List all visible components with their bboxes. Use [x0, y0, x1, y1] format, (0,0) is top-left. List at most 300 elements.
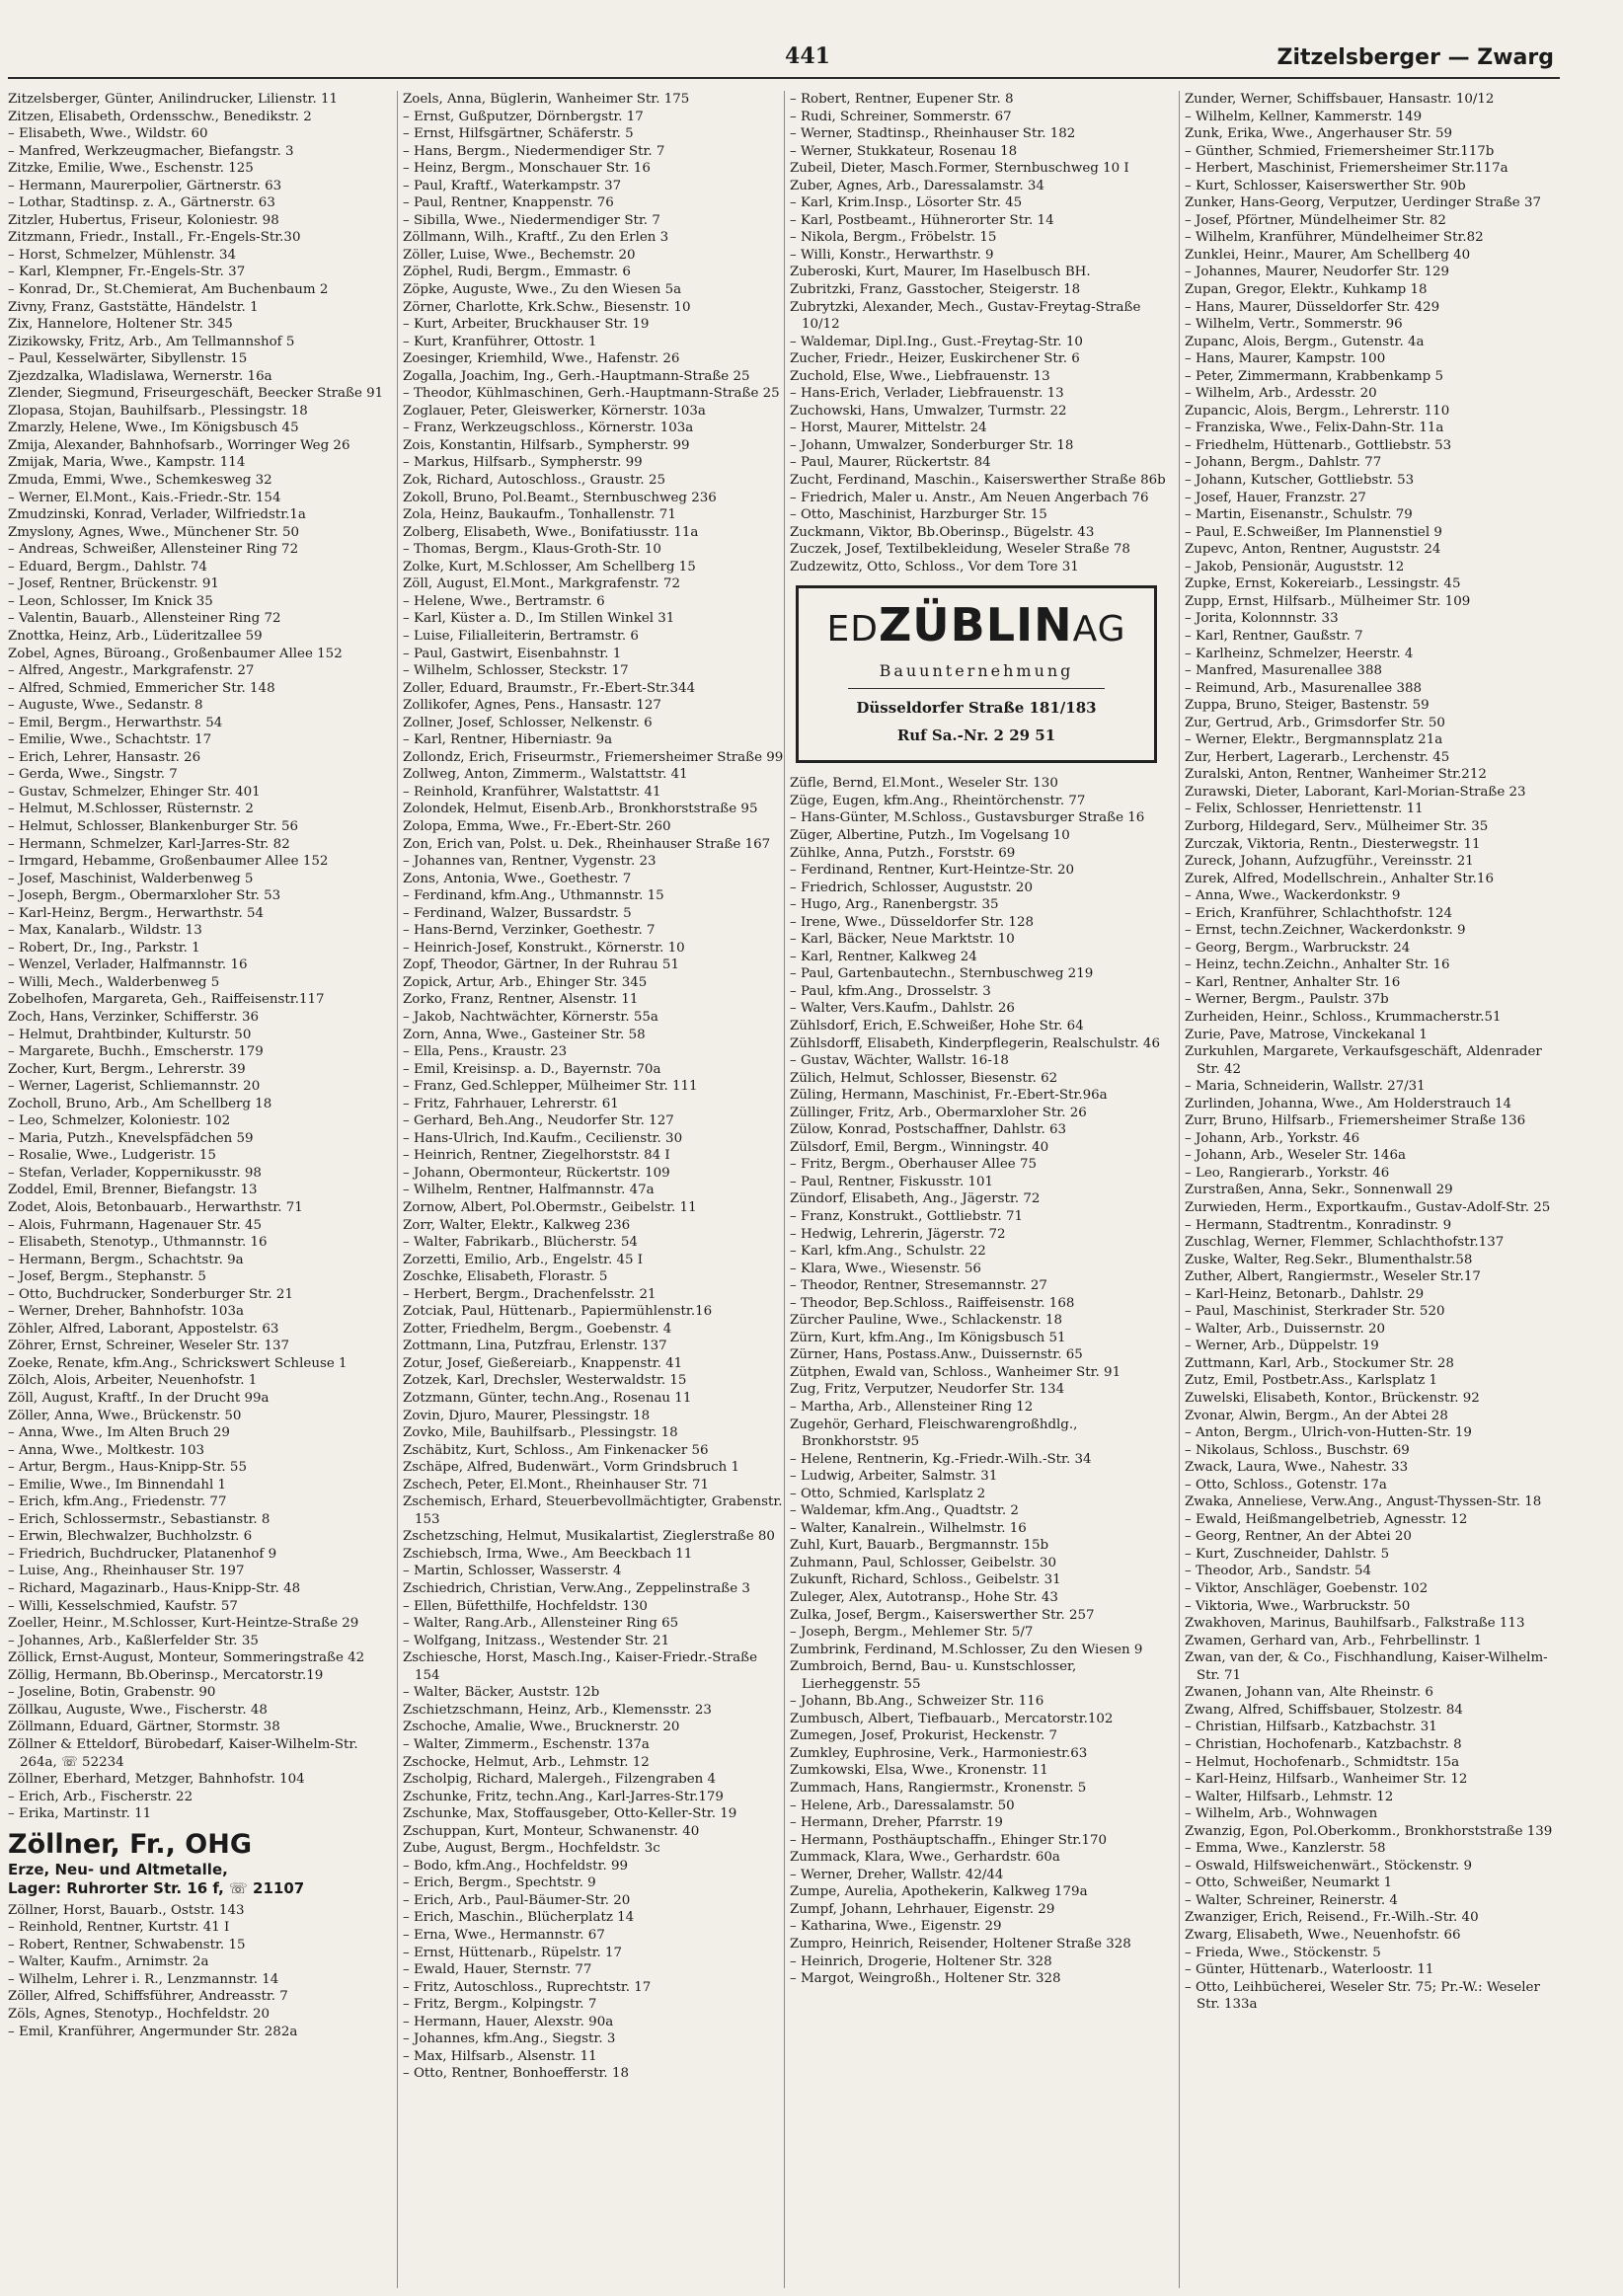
directory-entry: – Paul, kfm.Ang., Drosselstr. 3	[790, 983, 991, 999]
directory-entry: Zolke, Kurt, M.Schlosser, Am Schellberg 15	[403, 559, 696, 574]
ad-firm-name: Zöllner, Fr., OHG	[8, 1828, 252, 1860]
directory-entry: Zupan, Gregor, Elektr., Kuhkamp 18	[1185, 282, 1428, 298]
directory-entry: Zorn, Anna, Wwe., Gasteiner Str. 58	[403, 1027, 646, 1042]
directory-entry: – Johann, Arb., Yorkstr. 46	[1185, 1130, 1360, 1146]
directory-entry: Zschiebsch, Irma, Wwe., Am Beeckbach 11	[403, 1546, 693, 1562]
directory-entry: – Otto, Schweißer, Neumarkt 1	[1185, 1875, 1393, 1891]
directory-entry: Zotzek, Karl, Drechsler, Westerwaldstr. 15	[403, 1373, 687, 1389]
directory-entry: Zummach, Hans, Rangiermstr., Kronenstr. 5	[790, 1781, 1087, 1797]
directory-entry: Zöllner & Etteldorf, Bürobedarf, Kaiser-Wilhelm-Str. 264a, ☏ 52234	[8, 1736, 358, 1770]
directory-entry: – Elisabeth, Wwe., Wildstr. 60	[8, 126, 208, 142]
directory-entry: Zöllner, Horst, Bauarb., Oststr. 143	[8, 1902, 245, 1918]
directory-entry: – Werner, Dreher, Wallstr. 42/44	[790, 1867, 1004, 1882]
directory-entry: – Anton, Bergm., Ulrich-von-Hutten-Str. 19	[1185, 1425, 1472, 1441]
directory-entry: Zolondek, Helmut, Eisenb.Arb., Bronkhorststraße 95	[403, 802, 758, 817]
directory-entry: Zocher, Kurt, Bergm., Lehrerstr. 39	[8, 1061, 246, 1077]
directory-entry: Zütphen, Ewald van, Schloss., Wanheimer Str. 91	[790, 1364, 1121, 1380]
directory-entry: – Karl, kfm.Ang., Schulstr. 22	[790, 1244, 986, 1260]
directory-entry: Zutz, Emil, Postbetr.Ass., Karlsplatz 1	[1185, 1373, 1438, 1389]
directory-entry: Zwanzig, Egon, Pol.Oberkomm., Bronkhorststraße 139	[1185, 1823, 1553, 1839]
zueblin-advertisement	[796, 585, 1157, 763]
directory-entry: – Paul, Rentner, Knappenstr. 76	[403, 195, 614, 211]
directory-entry: – Hans, Maurer, Kampstr. 100	[1185, 351, 1386, 367]
directory-entry: – Wilhelm, Vertr., Sommerstr. 96	[1185, 317, 1403, 333]
directory-entry: – Johann, Bergm., Dahlstr. 77	[1185, 455, 1382, 471]
directory-entry: – Karl, Krim.Insp., Lösorter Str. 45	[790, 195, 1023, 211]
directory-entry: – Christian, Hochofenarb., Katzbachstr. 8	[1185, 1736, 1462, 1752]
directory-entry: – Hermann, Dreher, Pfarrstr. 19	[790, 1815, 1003, 1831]
directory-entry: – Ella, Pens., Kraustr. 23	[403, 1044, 568, 1060]
directory-entry: – Karl, Rentner, Gaußstr. 7	[1185, 628, 1363, 644]
directory-entry: – Heinrich, Rentner, Ziegelhorststr. 84 I	[403, 1148, 670, 1164]
column-3	[790, 91, 1171, 2288]
directory-entry: Zizikowsky, Fritz, Arb., Am Tellmannshof 5	[8, 334, 295, 349]
directory-entry: Zunk, Erika, Wwe., Angerhauser Str. 59	[1185, 126, 1453, 142]
directory-entry: – Horst, Maurer, Mittelstr. 24	[790, 421, 987, 436]
directory-entry: Zühlsdorff, Elisabeth, Kinderpflegerin, Realschulstr. 46	[790, 1035, 1160, 1051]
directory-entry: – Leon, Schlosser, Im Knick 35	[8, 593, 213, 609]
directory-entry: Zuberoski, Kurt, Maurer, Im Haselbusch BH.	[790, 265, 1091, 280]
directory-entry: Zurstraßen, Anna, Sekr., Sonnenwall 29	[1185, 1183, 1453, 1198]
page-number: 441	[785, 43, 830, 69]
directory-entry: Zöhrer, Ernst, Schreiner, Weseler Str. 137	[8, 1339, 290, 1354]
directory-entry: Zoller, Eduard, Braumstr., Fr.-Ebert-Str.344	[403, 680, 696, 696]
directory-entry: – Gerda, Wwe., Singstr. 7	[8, 767, 178, 783]
directory-entry: – Reinhold, Kranführer, Walstattstr. 41	[403, 784, 661, 800]
directory-entry: – Rudi, Schreiner, Sommerstr. 67	[790, 109, 1012, 124]
directory-entry: – Hans-Bernd, Verzinker, Goethestr. 7	[403, 923, 656, 939]
directory-entry: Zopf, Theodor, Gärtner, In der Ruhrau 51	[403, 957, 679, 973]
directory-entry: Zurek, Alfred, Modellschrein., Anhalter Str.16	[1185, 871, 1494, 886]
directory-entry: – Willi, Konstr., Herwarthstr. 9	[790, 247, 994, 263]
directory-entry: Zlopasa, Stojan, Bauhilfsarb., Plessingstr. 18	[8, 403, 308, 419]
directory-entry: – Joseline, Botin, Grabenstr. 90	[8, 1685, 216, 1701]
entry-list	[8, 91, 389, 1823]
directory-entry: Zoeller, Heinr., M.Schlosser, Kurt-Heintze-Straße 29	[8, 1616, 359, 1632]
directory-entry: Zühlsdorf, Erich, E.Schweißer, Hohe Str. 64	[790, 1018, 1084, 1033]
directory-entry: – Paul, E.Schweißer, Im Plannenstiel 9	[1185, 524, 1442, 540]
directory-entry: Zoels, Anna, Büglerin, Wanheimer Str. 175	[403, 92, 690, 107]
directory-entry: – Emil, Bergm., Herwarthstr. 54	[8, 715, 223, 730]
directory-entry: – Helene, Arb., Daressalamstr. 50	[790, 1798, 1015, 1813]
directory-entry: – Hans-Erich, Verlader, Liebfrauenstr. 13	[790, 386, 1064, 402]
directory-entry: – Werner, El.Mont., Kais.-Friedr.-Str. 154	[8, 490, 281, 505]
directory-entry: – Karl-Heinz, Betonarb., Dahlstr. 29	[1185, 1286, 1425, 1302]
directory-entry: – Erna, Wwe., Hermannstr. 67	[403, 1927, 605, 1943]
directory-entry: Zukunft, Richard, Schloss., Geibelstr. 31	[790, 1572, 1061, 1588]
directory-entry: Zumbrink, Ferdinand, M.Schlosser, Zu den Wiesen 9	[790, 1642, 1143, 1657]
directory-entry: – Viktor, Anschläger, Goebenstr. 102	[1185, 1581, 1429, 1597]
directory-entry: – Alfred, Schmied, Emmericher Str. 148	[8, 680, 275, 696]
directory-entry: Zorzetti, Emilio, Arb., Engelstr. 45 I	[403, 1252, 644, 1267]
directory-entry: – Artur, Bergm., Haus-Knipp-Str. 55	[8, 1460, 247, 1476]
directory-entry: Zschäpe, Alfred, Budenwärt., Vorm Grindsbruch 1	[403, 1460, 739, 1476]
directory-entry: – Viktoria, Wwe., Warbruckstr. 50	[1185, 1598, 1411, 1614]
directory-entry: – Frieda, Wwe., Stöckenstr. 5	[1185, 1945, 1381, 1960]
directory-entry: – Kurt, Arbeiter, Bruckhauser Str. 19	[403, 317, 650, 333]
directory-entry: – Franz, Konstrukt., Gottliebstr. 71	[790, 1208, 1024, 1224]
directory-entry: – Karlheinz, Schmelzer, Heerstr. 4	[1185, 646, 1414, 661]
directory-entry: Zucht, Ferdinand, Maschin., Kaiserswerther Straße 86b	[790, 473, 1166, 489]
directory-entry: – Leo, Schmelzer, Koloniestr. 102	[8, 1113, 231, 1129]
directory-entry: – Ferdinand, kfm.Ang., Uthmannstr. 15	[403, 888, 664, 904]
directory-entry: Zois, Konstantin, Hilfsarb., Sympherstr. 99	[403, 437, 690, 453]
column-2	[403, 91, 784, 2288]
directory-entry: Zurlinden, Johanna, Wwe., Am Holderstrauch 14	[1185, 1096, 1512, 1111]
directory-entry: – Werner, Stadtinsp., Rheinhauser Str. 182	[790, 126, 1076, 142]
directory-entry: Zoglauer, Peter, Gleiswerker, Körnerstr. 103a	[403, 403, 706, 419]
directory-entry: – Ludwig, Arbeiter, Salmstr. 31	[790, 1469, 998, 1485]
directory-entry: – Wilhelm, Arb., Wohnwagen	[1185, 1806, 1378, 1822]
column-divider	[1179, 91, 1180, 2288]
directory-entry: Zubritzki, Franz, Gasstocher, Steigerstr. 18	[790, 282, 1081, 298]
directory-entry: – Walter, Hilfsarb., Lehmstr. 12	[1185, 1789, 1394, 1804]
directory-entry: Zuber, Agnes, Arb., Daressalamstr. 34	[790, 178, 1044, 193]
directory-entry: Zuleger, Alex, Autotransp., Hohe Str. 43	[790, 1590, 1058, 1606]
directory-entry: – Christian, Hilfsarb., Katzbachstr. 31	[1185, 1720, 1437, 1735]
entry-list	[403, 91, 784, 2083]
directory-entry: Zöllig, Hermann, Bb.Oberinsp., Mercatorstr.19	[8, 1667, 324, 1683]
directory-entry: Zocholl, Bruno, Arb., Am Schellberg 18	[8, 1096, 272, 1111]
directory-entry: – Werner, Bergm., Paulstr. 37b	[1185, 992, 1389, 1008]
directory-entry: – Heinz, techn.Zeichn., Anhalter Str. 16	[1185, 957, 1450, 973]
directory-entry: – Otto, Rentner, Bonhoefferstr. 18	[403, 2066, 629, 2082]
directory-entry: – Hedwig, Lehrerin, Jägerstr. 72	[790, 1226, 1006, 1242]
directory-entry: – Ewald, Hauer, Sternstr. 77	[403, 1962, 592, 1978]
directory-entry: – Luise, Filialleiterin, Bertramstr. 6	[403, 628, 639, 644]
directory-entry: – Paul, Gastwirt, Eisenbahnstr. 1	[403, 646, 622, 661]
directory-entry: Zürn, Kurt, kfm.Ang., Im Königsbusch 51	[790, 1330, 1066, 1345]
ad-subtitle: Bauunternehmung	[879, 661, 1074, 681]
directory-entry: Zöllmann, Wilh., Kraftf., Zu den Erlen 3	[403, 230, 669, 246]
directory-entry: – Paul, Kraftf., Waterkampstr. 37	[403, 178, 622, 193]
directory-entry: Zöll, August, El.Mont., Markgrafenstr. 72	[403, 576, 680, 592]
directory-entry: – Ferdinand, Rentner, Kurt-Heintze-Str. 20	[790, 863, 1075, 879]
directory-entry: Zupke, Ernst, Kokereiarb., Lessingstr. 45	[1185, 576, 1461, 592]
directory-entry: – Erich, Lehrer, Hansastr. 26	[8, 749, 201, 765]
directory-entry: – Werner, Arb., Düppelstr. 19	[1185, 1339, 1379, 1354]
directory-entry: – Peter, Zimmermann, Krabbenkamp 5	[1185, 368, 1444, 384]
directory-entry: Zurie, Pave, Matrose, Vinckekanal 1	[1185, 1027, 1428, 1042]
directory-entry: – Nikola, Bergm., Fröbelstr. 15	[790, 230, 997, 246]
directory-entry: Zwang, Alfred, Schiffsbauer, Stolzestr. 84	[1185, 1702, 1463, 1718]
directory-entry: Zovko, Mile, Bauhilfsarb., Plessingstr. 18	[403, 1425, 678, 1441]
directory-entry: – Helene, Rentnerin, Kg.-Friedr.-Wilh.-Str. 34	[790, 1451, 1092, 1467]
directory-entry: Zoschke, Elisabeth, Florastr. 5	[403, 1269, 608, 1285]
directory-entry: Züger, Albertine, Putzh., Im Vogelsang 10	[790, 827, 1070, 843]
directory-entry: Zornow, Albert, Pol.Obermstr., Geibelstr. 11	[403, 1200, 697, 1215]
directory-entry: Zotzmann, Günter, techn.Ang., Rosenau 11	[403, 1391, 692, 1407]
directory-entry: Zur, Herbert, Lagerarb., Lerchenstr. 45	[1185, 749, 1450, 765]
directory-entry: Zottmann, Lina, Putzfrau, Erlenstr. 137	[403, 1339, 667, 1354]
directory-entry: – Heinrich-Josef, Konstrukt., Körnerstr. 10	[403, 940, 685, 956]
page-header	[0, 0, 1623, 79]
directory-entry: – Otto, Leihbücherei, Weseler Str. 75; Pr.-W.: Weseler Str. 133a	[1185, 1979, 1540, 2013]
directory-entry: – Lothar, Stadtinsp. z. A., Gärtnerstr. 63	[8, 195, 275, 211]
directory-entry: – Paul, Kesselwärter, Sibyllenstr. 15	[8, 351, 248, 367]
directory-entry: – Willi, Kesselschmied, Kaufstr. 57	[8, 1598, 238, 1614]
directory-entry: – Gerhard, Beh.Ang., Neudorfer Str. 127	[403, 1113, 674, 1129]
directory-entry: Zurwieden, Herm., Exportkaufm., Gustav-Adolf-Str. 25	[1185, 1200, 1551, 1215]
directory-entry: – Waldemar, kfm.Ang., Quadtstr. 2	[790, 1503, 1019, 1519]
directory-entry: – Josef, Hauer, Franzstr. 27	[1185, 490, 1366, 505]
directory-entry: Zupancic, Alois, Bergm., Lehrerstr. 110	[1185, 403, 1450, 419]
directory-entry: – Herbert, Bergm., Drachenfelsstr. 21	[403, 1286, 657, 1302]
directory-entry: Zuczek, Josef, Textilbekleidung, Weseler Straße 78	[790, 542, 1130, 558]
directory-entry: – Helmut, M.Schlosser, Rüsternstr. 2	[8, 802, 254, 817]
directory-entry: Zon, Erich van, Polst. u. Dek., Rheinhauser Straße 167	[403, 836, 771, 852]
directory-entry: – Ewald, Heißmangelbetrieb, Agnesstr. 12	[1185, 1511, 1468, 1527]
directory-entry: Zobel, Agnes, Büroang., Großenbaumer Allee 152	[8, 646, 343, 661]
directory-entry: – Reinhold, Rentner, Kurtstr. 41 I	[8, 1920, 230, 1936]
directory-entry: Zöpke, Auguste, Wwe., Zu den Wiesen 5a	[403, 282, 682, 298]
directory-entry: – Luise, Ang., Rheinhauser Str. 197	[8, 1564, 245, 1579]
directory-entry: Zschäbitz, Kurt, Schloss., Am Finkenacker 56	[403, 1442, 709, 1458]
directory-entry: – Helmut, Schlosser, Blankenburger Str. 56	[8, 818, 298, 834]
directory-entry: – Waldemar, Dipl.Ing., Gust.-Freytag-Str. 10	[790, 334, 1083, 349]
directory-entry: – Martha, Arb., Allensteiner Ring 12	[790, 1400, 1034, 1415]
directory-entry: – Otto, Schmied, Karlsplatz 2	[790, 1486, 986, 1501]
directory-entry: – Johann, Kutscher, Gottliebstr. 53	[1185, 473, 1415, 489]
directory-entry: Zwamen, Gerhard van, Arb., Fehrbellinstr. 1	[1185, 1633, 1483, 1648]
directory-entry: Zühlke, Anna, Putzh., Forststr. 69	[790, 845, 1016, 861]
entry-list	[790, 91, 1171, 575]
directory-entry: – Markus, Hilfsarb., Sympherstr. 99	[403, 455, 643, 471]
directory-entry: – Emilie, Wwe., Schachtstr. 17	[8, 732, 212, 748]
directory-entry: Zwakhoven, Marinus, Bauhilfsarb., Falkstraße 113	[1185, 1616, 1525, 1632]
directory-entry: Zöphel, Rudi, Bergm., Emmastr. 6	[403, 265, 631, 280]
directory-entry: Zubeil, Dieter, Masch.Former, Sternbuschweg 10 I	[790, 161, 1129, 177]
directory-entry: Zuske, Walter, Reg.Sekr., Blumenthalstr.58	[1185, 1252, 1473, 1267]
directory-entry: Zoch, Hans, Verzinker, Schifferstr. 36	[8, 1009, 260, 1025]
directory-entry: – Manfred, Masurenallee 388	[1185, 663, 1382, 679]
directory-entry: Zoeke, Renate, kfm.Ang., Schrickswert Schleuse 1	[8, 1355, 348, 1371]
directory-entry: Zupanc, Alois, Bergm., Gutenstr. 4a	[1185, 334, 1425, 349]
directory-entry: Zuttmann, Karl, Arb., Stockumer Str. 28	[1185, 1355, 1454, 1371]
directory-entry: Zwanziger, Erich, Reisend., Fr.-Wilh.-Str. 40	[1185, 1910, 1479, 1926]
directory-entry: – Erwin, Blechwalzer, Buchholzstr. 6	[8, 1529, 253, 1545]
directory-entry: Zitzke, Emilie, Wwe., Eschenstr. 125	[8, 161, 254, 177]
directory-entry: – Robert, Dr., Ing., Parkstr. 1	[8, 940, 200, 956]
directory-entry: Zmuda, Emmi, Wwe., Schemkesweg 32	[8, 473, 272, 489]
directory-entry: Zschietzschmann, Heinz, Arb., Klemensstr. 23	[403, 1702, 712, 1718]
directory-entry: Zumbroich, Bernd, Bau- u. Kunstschlosser, Lierheggenstr. 55	[790, 1659, 1077, 1692]
directory-entry: – Bodo, kfm.Ang., Hochfeldstr. 99	[403, 1858, 628, 1874]
directory-entry: – Walter, Kaufm., Arnimstr. 2a	[8, 1954, 209, 1970]
directory-entry: Zitzler, Hubertus, Friseur, Koloniestr. 98	[8, 212, 279, 228]
directory-entry: Zotur, Josef, Gießereiarb., Knappenstr. 41	[403, 1355, 683, 1371]
directory-entry: Zollweg, Anton, Zimmerm., Walstattstr. 41	[403, 767, 688, 783]
directory-entry: – Jorita, Kolonnnstr. 33	[1185, 611, 1339, 627]
directory-entry: Zschiesche, Horst, Masch.Ing., Kaiser-Friedr.-Straße 154	[403, 1650, 758, 1683]
directory-entry: – Friedhelm, Hüttenarb., Gottliebstr. 53	[1185, 437, 1452, 453]
directory-entry: – Heinrich, Drogerie, Holtener Str. 328	[790, 1953, 1052, 1969]
directory-entry: – Anna, Wwe., Im Alten Bruch 29	[8, 1425, 230, 1441]
directory-entry: Zuckmann, Viktor, Bb.Oberinsp., Bügelstr. 43	[790, 524, 1095, 540]
directory-entry: Zjezdzalka, Wladislawa, Wernerstr. 16a	[8, 368, 272, 384]
directory-entry: – Franz, Werkzeugschloss., Körnerstr. 103a	[403, 421, 694, 436]
directory-entry: Zülich, Helmut, Schlosser, Biesenstr. 62	[790, 1070, 1058, 1086]
directory-entry: Zöllner, Eberhard, Metzger, Bahnhofstr. 104	[8, 1772, 305, 1788]
directory-entry: – Wilhelm, Kellner, Kammerstr. 149	[1185, 109, 1423, 124]
directory-entry: – Emil, Kreisinsp. a. D., Bayernstr. 70a	[403, 1061, 661, 1077]
directory-entry: Zöls, Agnes, Stenotyp., Hochfeldstr. 20	[8, 2006, 270, 2022]
directory-entry: – Stefan, Verlader, Koppernikusstr. 98	[8, 1165, 262, 1181]
directory-entry: – Karl, Rentner, Hiberniastr. 9a	[403, 732, 613, 748]
directory-entry: – Margot, Weingroßh., Holtener Str. 328	[790, 1971, 1061, 1987]
directory-entry: – Fritz, Bergm., Oberhauser Allee 75	[790, 1157, 1038, 1173]
directory-entry: Zodet, Alois, Betonbauarb., Herwarthstr. 71	[8, 1200, 303, 1215]
directory-entry: – Paul, Maschinist, Sterkrader Str. 520	[1185, 1304, 1445, 1320]
directory-entry: Zitzen, Elisabeth, Ordensschw., Benedikstr. 2	[8, 109, 312, 124]
directory-entry: – Fritz, Bergm., Kolpingstr. 7	[403, 1997, 597, 2013]
directory-entry: – Wenzel, Verlader, Halfmannstr. 16	[8, 957, 248, 973]
directory-entry: – Erich, Kranführer, Schlachthofstr. 124	[1185, 905, 1452, 921]
directory-entry: – Werner, Lagerist, Schliemannstr. 20	[8, 1079, 261, 1095]
directory-entry: – Sibilla, Wwe., Niedermendiger Str. 7	[403, 212, 660, 228]
directory-entry: Zotciak, Paul, Hüttenarb., Papiermühlenstr.16	[403, 1304, 713, 1320]
directory-entry: – Günther, Schmied, Friemersheimer Str.117b	[1185, 143, 1495, 159]
directory-entry: – Hans-Günter, M.Schloss., Gustavsburger Straße 16	[790, 810, 1145, 826]
directory-entry: – Erich, Arb., Paul-Bäumer-Str. 20	[403, 1892, 631, 1908]
directory-entry: – Josef, Pförtner, Mündelheimer Str. 82	[1185, 212, 1446, 228]
ad-phone: Ruf Sa.-Nr. 2 29 51	[896, 727, 1056, 745]
directory-entry: – Georg, Bergm., Warbruckstr. 24	[1185, 940, 1411, 956]
directory-entry: – Karl-Heinz, Hilfsarb., Wanheimer Str. 12	[1185, 1772, 1468, 1788]
directory-entry: Zurawski, Dieter, Laborant, Karl-Morian-Straße 23	[1185, 784, 1526, 800]
directory-entry: Zur, Gertrud, Arb., Grimsdorfer Str. 50	[1185, 715, 1445, 730]
directory-entry: Zollner, Josef, Schlosser, Nelkenstr. 6	[403, 715, 653, 730]
directory-entry: – Helmut, Drahtbinder, Kulturstr. 50	[8, 1027, 252, 1042]
directory-entry: Zupp, Ernst, Hilfsarb., Mülheimer Str. 109	[1185, 593, 1471, 609]
directory-entry: – Karl, Klempner, Fr.-Engels-Str. 37	[8, 265, 246, 280]
directory-entry: – Herbert, Maschinist, Friemersheimer Str.117a	[1185, 161, 1508, 177]
column-divider	[784, 91, 785, 2288]
directory-entry: – Erich, Maschin., Blücherplatz 14	[403, 1910, 635, 1926]
directory-entry: – Franziska, Wwe., Felix-Dahn-Str. 11a	[1185, 421, 1444, 436]
directory-entry: – Paul, Maurer, Rückertstr. 84	[790, 455, 991, 471]
directory-entry: – Gustav, Schmelzer, Ehinger Str. 401	[8, 784, 261, 800]
directory-entry: Zolberg, Elisabeth, Wwe., Bonifatiusstr. 11a	[403, 524, 699, 540]
directory-entry: – Friedrich, Buchdrucker, Platanenhof 9	[8, 1546, 277, 1562]
directory-entry: Zöller, Anna, Wwe., Brückenstr. 50	[8, 1408, 242, 1423]
directory-entry: – Anna, Wwe., Wackerdonkstr. 9	[1185, 888, 1401, 904]
directory-entry: – Helene, Wwe., Bertramstr. 6	[403, 593, 605, 609]
directory-entry: Zmijak, Maria, Wwe., Kampstr. 114	[8, 455, 246, 471]
directory-entry: – Kurt, Kranführer, Ottostr. 1	[403, 334, 597, 349]
directory-entry: Zuther, Albert, Rangiermstr., Weseler Str.17	[1185, 1269, 1481, 1285]
directory-entry: Zülow, Konrad, Postschaffner, Dahlstr. 63	[790, 1122, 1067, 1138]
directory-entry: – Kurt, Schlosser, Kaiserswerther Str. 90b	[1185, 178, 1466, 193]
directory-entry: – Konrad, Dr., St.Chemierat, Am Buchenbaum 2	[8, 282, 329, 298]
directory-entry: – Werner, Dreher, Bahnhofstr. 103a	[8, 1304, 244, 1320]
directory-entry: Zupevc, Anton, Rentner, Auguststr. 24	[1185, 542, 1441, 558]
directory-entry: Zumpe, Aurelia, Apothekerin, Kalkweg 179a	[790, 1884, 1088, 1900]
directory-entry: – Hermann, Posthäuptschaffn., Ehinger Str.170	[790, 1832, 1108, 1848]
directory-entry: – Karl, Rentner, Anhalter Str. 16	[1185, 974, 1401, 990]
directory-entry: Zschoche, Amalie, Wwe., Brucknerstr. 20	[403, 1720, 680, 1735]
directory-entry: – Karl, Postbeamt., Hühnerorter Str. 14	[790, 212, 1054, 228]
directory-entry: – Kurt, Zuschneider, Dahlstr. 5	[1185, 1546, 1390, 1562]
column-4	[1185, 91, 1566, 2288]
directory-entry: – Alfred, Angestr., Markgrafenstr. 27	[8, 663, 255, 679]
directory-entry: – Hermann, Bergm., Schachtstr. 9a	[8, 1252, 244, 1267]
directory-entry: Zschetzsching, Helmut, Musikalartist, Zieglerstraße 80	[403, 1529, 775, 1545]
directory-entry: – Johannes van, Rentner, Vygenstr. 23	[403, 854, 657, 870]
directory-entry: – Wilhelm, Schlosser, Steckstr. 17	[403, 663, 629, 679]
directory-entry: Zummack, Klara, Wwe., Gerhardstr. 60a	[790, 1850, 1060, 1866]
directory-entry: – Willi, Mech., Walderbenweg 5	[8, 974, 220, 990]
directory-entry: Zöller, Luise, Wwe., Bechemstr. 20	[403, 247, 636, 263]
directory-entry: – Joseph, Bergm., Obermarxloher Str. 53	[8, 888, 281, 904]
directory-entry: – Walter, Zimmerm., Eschenstr. 137a	[403, 1736, 650, 1752]
directory-entry: Zuchowski, Hans, Umwalzer, Turmstr. 22	[790, 403, 1067, 419]
directory-entry: – Johannes, Maurer, Neudorfer Str. 129	[1185, 265, 1450, 280]
directory-entry: – Theodor, Arb., Sandstr. 54	[1185, 1564, 1372, 1579]
directory-entry: – Karl, Rentner, Kalkweg 24	[790, 949, 977, 964]
directory-entry: Zürner, Hans, Postass.Anw., Duissernstr. 65	[790, 1347, 1083, 1363]
directory-entry: Zivny, Franz, Gaststätte, Händelstr. 1	[8, 299, 259, 315]
directory-entry: – Hans, Maurer, Düsseldorfer Str. 429	[1185, 299, 1440, 315]
directory-entry: – Karl-Heinz, Bergm., Herwarthstr. 54	[8, 905, 265, 921]
directory-entry: – Katharina, Wwe., Eigenstr. 29	[790, 1919, 1002, 1935]
ad-line: Lager: Ruhrorter Str. 16 f, ☏ 21107	[8, 1878, 305, 1897]
directory-entry: – Jakob, Nachtwächter, Körnerstr. 55a	[403, 1009, 658, 1025]
directory-entry: – Valentin, Bauarb., Allensteiner Ring 72	[8, 611, 281, 627]
ad-divider	[848, 688, 1105, 689]
directory-entry: – Nikolaus, Schloss., Buschstr. 69	[1185, 1442, 1410, 1458]
directory-entry: – Friedrich, Schlosser, Auguststr. 20	[790, 880, 1033, 895]
directory-entry: – Johann, Arb., Weseler Str. 146a	[1185, 1148, 1406, 1164]
directory-entry: – Andreas, Schweißer, Allensteiner Ring 72	[8, 542, 299, 558]
directory-entry: – Ernst, techn.Zeichner, Wackerdonkstr. 9	[1185, 923, 1466, 939]
directory-entry: Zörner, Charlotte, Krk.Schw., Biesenstr. 10	[403, 299, 691, 315]
directory-entry: – Werner, Stukkateur, Rosenau 18	[790, 143, 1018, 159]
directory-entry: – Horst, Schmelzer, Mühlenstr. 34	[8, 247, 237, 263]
directory-entry: Zwaka, Anneliese, Verw.Ang., Angust-Thyssen-Str. 18	[1185, 1494, 1542, 1510]
directory-entry: Zurheiden, Heinr., Schloss., Krummacherstr.51	[1185, 1009, 1502, 1025]
directory-entry: Züllinger, Fritz, Arb., Obermarxloher Str. 26	[790, 1105, 1087, 1120]
directory-entry: Zschech, Peter, El.Mont., Rheinhauser Str. 71	[403, 1477, 710, 1492]
directory-entry: Zmarzly, Helene, Wwe., Im Königsbusch 45	[8, 421, 299, 436]
directory-entry: – Robert, Rentner, Eupener Str. 8	[790, 92, 1014, 107]
directory-entry: Zucher, Friedr., Heizer, Euskirchener Str. 6	[790, 351, 1080, 367]
directory-entry: – Erich, kfm.Ang., Friedenstr. 77	[8, 1494, 227, 1510]
directory-entry: – Theodor, Bep.Schloss., Raiffeisenstr. 168	[790, 1295, 1075, 1311]
directory-entry: – Max, Kanalarb., Wildstr. 13	[8, 923, 202, 939]
directory-entry: – Leo, Rangierarb., Yorkstr. 46	[1185, 1165, 1390, 1181]
directory-entry: – Hermann, Maurerpolier, Gärtnerstr. 63	[8, 178, 282, 193]
directory-entry: – Walter, Rang.Arb., Allensteiner Ring 65	[403, 1616, 679, 1632]
directory-entry: Zöhler, Alfred, Laborant, Appostelstr. 63	[8, 1321, 279, 1337]
directory-entry: – Johannes, Arb., Kaßlerfelder Str. 35	[8, 1633, 259, 1648]
directory-entry: – Wolfgang, Initzass., Westender Str. 21	[403, 1633, 670, 1648]
directory-entry: Zmyslony, Agnes, Wwe., Münchener Str. 50	[8, 524, 300, 540]
directory-entry: Zuralski, Anton, Rentner, Wanheimer Str.212	[1185, 767, 1487, 783]
directory-entry: Zuwelski, Elisabeth, Kontor., Brückenstr. 92	[1185, 1391, 1480, 1407]
directory-entry: Zumkowski, Elsa, Wwe., Kronenstr. 11	[790, 1763, 1048, 1779]
directory-entry: Züling, Hermann, Maschinist, Fr.-Ebert-Str.96a	[790, 1088, 1108, 1104]
directory-entry: – Hermann, Schmelzer, Karl-Jarres-Str. 82	[8, 836, 290, 852]
directory-entry: Zitzelsberger, Günter, Anilindrucker, Lilienstr. 11	[8, 92, 338, 107]
directory-entry: Zunklei, Heinr., Maurer, Am Schellberg 40	[1185, 247, 1471, 263]
header-rule	[8, 77, 1560, 79]
directory-entry: – Martin, Eisenanstr., Schulstr. 79	[1185, 507, 1413, 523]
directory-entry: – Thomas, Bergm., Klaus-Groth-Str. 10	[403, 542, 661, 558]
directory-entry: – Joseph, Bergm., Mehlemer Str. 5/7	[790, 1625, 1034, 1641]
directory-entry: Zschunke, Fritz, techn.Ang., Karl-Jarres-Str.179	[403, 1789, 724, 1804]
directory-entry: Zvonar, Alwin, Bergm., An der Abtei 28	[1185, 1408, 1448, 1423]
